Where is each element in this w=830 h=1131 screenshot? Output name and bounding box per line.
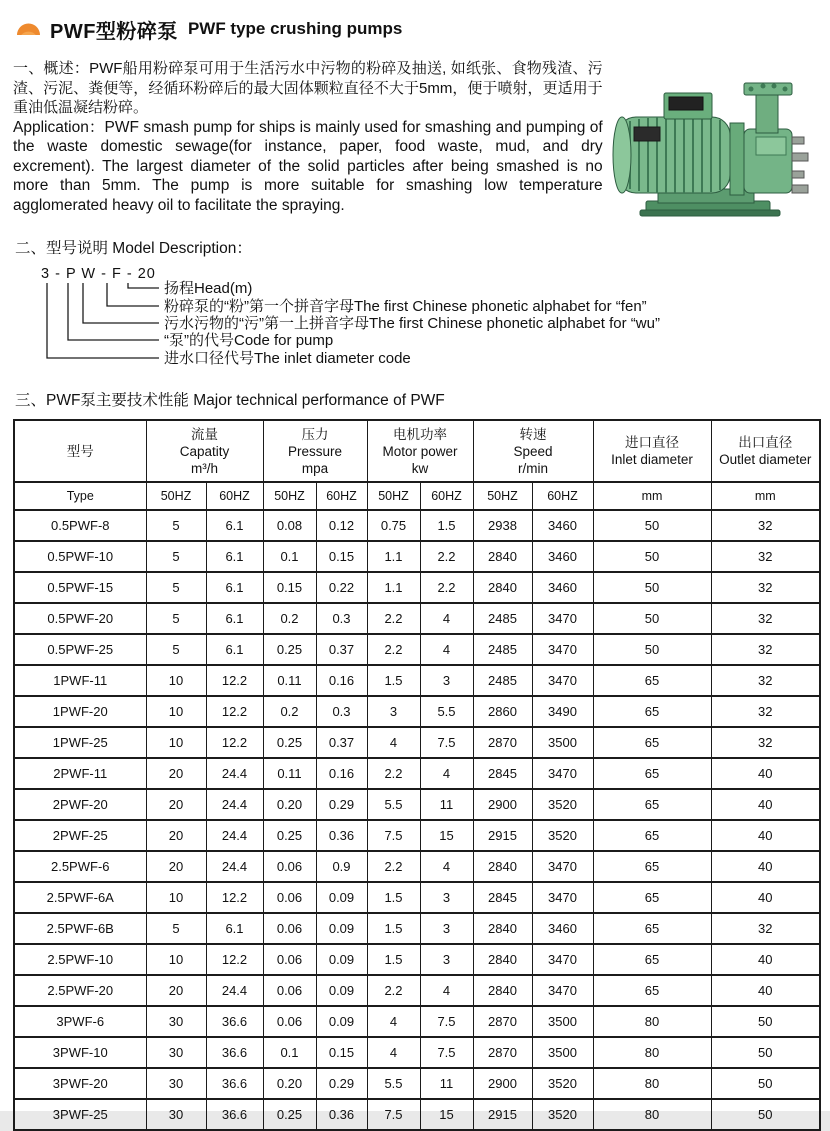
- cell-pressure-60hz: 0.09: [316, 882, 367, 913]
- cell-outlet-mm: 32: [711, 727, 820, 758]
- cell-pump-type: 2PWF-11: [14, 758, 146, 789]
- cell-motor-60hz: 3: [420, 944, 473, 975]
- cell-capacity-50hz: 10: [146, 944, 206, 975]
- cell-speed-50hz: 2840: [473, 944, 532, 975]
- table-row: [14, 851, 820, 882]
- cell-motor-60hz: 4: [420, 975, 473, 1006]
- cell-outlet-mm: 40: [711, 789, 820, 820]
- cell-speed-60hz: 3470: [532, 975, 593, 1006]
- cell-pressure-50hz: 0.06: [263, 975, 316, 1006]
- cell-inlet-mm: 65: [593, 851, 711, 882]
- cell-outlet-mm: 32: [711, 634, 820, 665]
- cell-speed-60hz: 3520: [532, 820, 593, 851]
- col-inlet-diameter: [593, 420, 711, 482]
- cell-pressure-50hz: 0.11: [263, 758, 316, 789]
- sub-press-60hz: 60HZ: [316, 482, 367, 510]
- cell-pressure-60hz: 0.12: [316, 510, 367, 541]
- cell-motor-50hz: 0.75: [367, 510, 420, 541]
- table-row: [14, 572, 820, 603]
- cell-outlet-mm: 40: [711, 944, 820, 975]
- sub-inlet-mm: mm: [593, 482, 711, 510]
- outlet-zh: 出口直径: [738, 435, 793, 450]
- sub-motor-60hz: 60HZ: [420, 482, 473, 510]
- cell-pressure-60hz: 0.37: [316, 727, 367, 758]
- cell-speed-60hz: 3470: [532, 603, 593, 634]
- model-code-diagram: [13, 262, 818, 376]
- capacity-unit: m³/h: [191, 460, 218, 476]
- cell-pressure-50hz: 0.25: [263, 820, 316, 851]
- motor-zh: 电机功率: [393, 426, 447, 442]
- table-row: [14, 975, 820, 1006]
- cell-pump-type: 2.5PWF-10: [14, 944, 146, 975]
- cell-pump-type: 1PWF-25: [14, 727, 146, 758]
- cell-motor-60hz: 7.5: [420, 727, 473, 758]
- cell-speed-50hz: 2485: [473, 603, 532, 634]
- sub-cap-50hz: 50HZ: [146, 482, 206, 510]
- cell-pump-type: 3PWF-10: [14, 1037, 146, 1068]
- cell-outlet-mm: 40: [711, 851, 820, 882]
- cell-pressure-60hz: 0.29: [316, 789, 367, 820]
- cell-motor-60hz: 15: [420, 1099, 473, 1130]
- cell-motor-50hz: 2.2: [367, 851, 420, 882]
- cell-speed-60hz: 3460: [532, 510, 593, 541]
- cell-pressure-50hz: 0.25: [263, 1099, 316, 1130]
- cell-pressure-60hz: 0.09: [316, 944, 367, 975]
- cell-capacity-50hz: 20: [146, 820, 206, 851]
- cell-speed-60hz: 3470: [532, 882, 593, 913]
- speed-en: Speed: [513, 443, 553, 459]
- cell-pump-type: 1PWF-20: [14, 696, 146, 727]
- cell-pump-type: 0.5PWF-10: [14, 541, 146, 572]
- cell-inlet-mm: 80: [593, 1068, 711, 1099]
- page-title-en: PWF type crushing pumps: [187, 19, 403, 38]
- speed-zh: 转速: [519, 426, 547, 442]
- cell-capacity-50hz: 30: [146, 1037, 206, 1068]
- cell-motor-50hz: 1.5: [367, 944, 420, 975]
- cell-pressure-60hz: 0.22: [316, 572, 367, 603]
- cell-pump-type: 3PWF-20: [14, 1068, 146, 1099]
- cell-motor-50hz: 4: [367, 1006, 420, 1037]
- cell-speed-50hz: 2870: [473, 727, 532, 758]
- col-group-pressure: [263, 420, 367, 482]
- table-row: [14, 944, 820, 975]
- table-row: [14, 541, 820, 572]
- cell-capacity-50hz: 5: [146, 541, 206, 572]
- cell-pump-type: 3PWF-25: [14, 1099, 146, 1130]
- cell-pump-type: 0.5PWF-15: [14, 572, 146, 603]
- cell-motor-60hz: 3: [420, 665, 473, 696]
- cell-speed-50hz: 2485: [473, 634, 532, 665]
- cell-inlet-mm: 65: [593, 665, 711, 696]
- cell-pressure-60hz: 0.9: [316, 851, 367, 882]
- cell-pressure-50hz: 0.2: [263, 603, 316, 634]
- cell-outlet-mm: 32: [711, 510, 820, 541]
- cell-motor-60hz: 4: [420, 758, 473, 789]
- cell-capacity-50hz: 20: [146, 851, 206, 882]
- cell-pressure-60hz: 0.09: [316, 1006, 367, 1037]
- table-row: [14, 727, 820, 758]
- col-group-speed: [473, 420, 593, 482]
- inlet-zh: 进口直径: [625, 435, 680, 450]
- cell-motor-60hz: 5.5: [420, 696, 473, 727]
- table-head: [14, 420, 820, 510]
- table-row: [14, 603, 820, 634]
- cell-capacity-60hz: 24.4: [206, 975, 263, 1006]
- cell-pump-type: 3PWF-6: [14, 1006, 146, 1037]
- pump-photo: [606, 81, 818, 224]
- cell-speed-50hz: 2485: [473, 665, 532, 696]
- cell-speed-60hz: 3500: [532, 727, 593, 758]
- cell-pump-type: 2.5PWF-6A: [14, 882, 146, 913]
- cell-pressure-50hz: 0.08: [263, 510, 316, 541]
- cell-outlet-mm: 32: [711, 541, 820, 572]
- pressure-zh: 压力: [301, 426, 329, 442]
- cell-capacity-60hz: 36.6: [206, 1068, 263, 1099]
- sub-motor-50hz: 50HZ: [367, 482, 420, 510]
- cell-motor-50hz: 3: [367, 696, 420, 727]
- cell-capacity-60hz: 24.4: [206, 758, 263, 789]
- cell-motor-60hz: 2.2: [420, 572, 473, 603]
- cell-capacity-60hz: 36.6: [206, 1099, 263, 1130]
- overview-text-column: [13, 59, 603, 224]
- cell-speed-50hz: 2915: [473, 1099, 532, 1130]
- inlet-en: Inlet diameter: [611, 452, 693, 467]
- cell-capacity-50hz: 20: [146, 789, 206, 820]
- cell-pressure-50hz: 0.1: [263, 541, 316, 572]
- cell-capacity-60hz: 36.6: [206, 1037, 263, 1068]
- cell-capacity-50hz: 5: [146, 913, 206, 944]
- cell-inlet-mm: 65: [593, 913, 711, 944]
- cell-pump-type: 0.5PWF-25: [14, 634, 146, 665]
- cell-speed-60hz: 3460: [532, 572, 593, 603]
- cell-capacity-60hz: 6.1: [206, 634, 263, 665]
- cell-motor-50hz: 1.5: [367, 882, 420, 913]
- cell-inlet-mm: 50: [593, 634, 711, 665]
- cell-outlet-mm: 32: [711, 603, 820, 634]
- cell-pressure-60hz: 0.09: [316, 913, 367, 944]
- header-row-units: [14, 482, 820, 510]
- model-label-head: 扬程Head(m): [164, 280, 253, 297]
- motor-unit: kw: [411, 460, 429, 476]
- speed-unit: r/min: [518, 460, 548, 476]
- model-label-wu: 污水污物的“污”第一上拼音字母The first Chinese phonetic alphabet for “wu”: [164, 315, 660, 332]
- cell-outlet-mm: 40: [711, 820, 820, 851]
- cell-inlet-mm: 50: [593, 510, 711, 541]
- cell-pump-type: 0.5PWF-8: [14, 510, 146, 541]
- cell-outlet-mm: 50: [711, 1037, 820, 1068]
- cell-pressure-50hz: 0.06: [263, 913, 316, 944]
- pressure-en: Pressure: [287, 443, 343, 459]
- cell-pump-type: 2PWF-20: [14, 789, 146, 820]
- cell-pressure-60hz: 0.36: [316, 820, 367, 851]
- cell-pressure-60hz: 0.16: [316, 758, 367, 789]
- cell-inlet-mm: 80: [593, 1099, 711, 1130]
- cell-capacity-60hz: 6.1: [206, 510, 263, 541]
- cell-capacity-50hz: 30: [146, 1099, 206, 1130]
- cell-pressure-60hz: 0.36: [316, 1099, 367, 1130]
- cell-inlet-mm: 65: [593, 944, 711, 975]
- cell-speed-50hz: 2840: [473, 975, 532, 1006]
- cell-speed-60hz: 3500: [532, 1037, 593, 1068]
- cell-motor-60hz: 7.5: [420, 1037, 473, 1068]
- cell-speed-50hz: 2900: [473, 1068, 532, 1099]
- cell-capacity-50hz: 30: [146, 1068, 206, 1099]
- cell-motor-60hz: 2.2: [420, 541, 473, 572]
- cell-motor-50hz: 5.5: [367, 1068, 420, 1099]
- cell-pressure-50hz: 0.2: [263, 696, 316, 727]
- cell-capacity-60hz: 6.1: [206, 913, 263, 944]
- sub-type: Type: [14, 482, 146, 510]
- cell-motor-60hz: 4: [420, 851, 473, 882]
- cell-outlet-mm: 40: [711, 758, 820, 789]
- cell-outlet-mm: 32: [711, 696, 820, 727]
- cell-inlet-mm: 80: [593, 1037, 711, 1068]
- cell-motor-60hz: 4: [420, 634, 473, 665]
- cell-motor-50hz: 2.2: [367, 758, 420, 789]
- performance-table: [13, 419, 821, 1131]
- cell-motor-50hz: 2.2: [367, 634, 420, 665]
- cell-pump-type: 2.5PWF-20: [14, 975, 146, 1006]
- cell-outlet-mm: 32: [711, 913, 820, 944]
- table-row: [14, 758, 820, 789]
- cell-capacity-50hz: 30: [146, 1006, 206, 1037]
- cell-motor-60hz: 3: [420, 882, 473, 913]
- cell-capacity-60hz: 6.1: [206, 572, 263, 603]
- cell-speed-50hz: 2840: [473, 913, 532, 944]
- cell-pressure-60hz: 0.16: [316, 665, 367, 696]
- cell-inlet-mm: 65: [593, 882, 711, 913]
- pressure-unit: mpa: [301, 460, 329, 476]
- cell-motor-50hz: 1.1: [367, 572, 420, 603]
- cell-outlet-mm: 50: [711, 1099, 820, 1130]
- cell-speed-60hz: 3500: [532, 1006, 593, 1037]
- col-group-motor-power: [367, 420, 473, 482]
- cell-speed-60hz: 3490: [532, 696, 593, 727]
- cell-pump-type: 0.5PWF-20: [14, 603, 146, 634]
- cell-pressure-50hz: 0.06: [263, 851, 316, 882]
- capacity-zh: 流量: [191, 426, 218, 442]
- sub-speed-60hz: 60HZ: [532, 482, 593, 510]
- cell-capacity-60hz: 12.2: [206, 696, 263, 727]
- cell-motor-50hz: 5.5: [367, 789, 420, 820]
- table-row: [14, 634, 820, 665]
- model-description-heading: 二、型号说明 Model Description：: [15, 240, 252, 257]
- cell-speed-50hz: 2870: [473, 1037, 532, 1068]
- cell-capacity-60hz: 6.1: [206, 541, 263, 572]
- col-group-capacity: [146, 420, 263, 482]
- cell-pressure-60hz: 0.37: [316, 634, 367, 665]
- page-title-zh: PWF型粉碎泵: [50, 20, 178, 43]
- cell-motor-60hz: 7.5: [420, 1006, 473, 1037]
- cell-pressure-50hz: 0.06: [263, 882, 316, 913]
- sub-press-50hz: 50HZ: [263, 482, 316, 510]
- table-row: [14, 820, 820, 851]
- cell-pressure-50hz: 0.1: [263, 1037, 316, 1068]
- cell-speed-60hz: 3460: [532, 541, 593, 572]
- cell-outlet-mm: 40: [711, 975, 820, 1006]
- cell-speed-50hz: 2845: [473, 758, 532, 789]
- table-row: [14, 696, 820, 727]
- table-row: [14, 882, 820, 913]
- cell-outlet-mm: 32: [711, 665, 820, 696]
- cell-motor-50hz: 4: [367, 727, 420, 758]
- cell-capacity-60hz: 24.4: [206, 851, 263, 882]
- capacity-en: Capatity: [179, 443, 230, 459]
- cell-inlet-mm: 65: [593, 820, 711, 851]
- cell-motor-50hz: 1.1: [367, 541, 420, 572]
- cell-motor-60hz: 11: [420, 789, 473, 820]
- table-row: [14, 1006, 820, 1037]
- cell-pressure-60hz: 0.29: [316, 1068, 367, 1099]
- cell-inlet-mm: 65: [593, 975, 711, 1006]
- cell-capacity-50hz: 20: [146, 758, 206, 789]
- cell-pressure-60hz: 0.3: [316, 603, 367, 634]
- cell-capacity-60hz: 6.1: [206, 603, 263, 634]
- cell-capacity-60hz: 24.4: [206, 820, 263, 851]
- cell-pressure-50hz: 0.25: [263, 634, 316, 665]
- cell-pump-type: 2.5PWF-6: [14, 851, 146, 882]
- cell-speed-50hz: 2938: [473, 510, 532, 541]
- performance-heading: 三、PWF泵主要技术性能 Major technical performance of PWF: [15, 392, 445, 409]
- sub-speed-50hz: 50HZ: [473, 482, 532, 510]
- table-row: [14, 1068, 820, 1099]
- cell-motor-50hz: 1.5: [367, 665, 420, 696]
- cell-speed-60hz: 3520: [532, 1068, 593, 1099]
- cell-speed-50hz: 2840: [473, 851, 532, 882]
- cell-pressure-60hz: 0.15: [316, 1037, 367, 1068]
- cell-motor-50hz: 1.5: [367, 913, 420, 944]
- cell-outlet-mm: 32: [711, 572, 820, 603]
- cell-motor-50hz: 2.2: [367, 975, 420, 1006]
- cell-speed-60hz: 3520: [532, 789, 593, 820]
- cell-pressure-50hz: 0.11: [263, 665, 316, 696]
- cell-speed-60hz: 3460: [532, 913, 593, 944]
- overview-paragraph-zh: 一、概述：PWF船用粉碎泵可用于生活污水中污物的粉碎及抽送, 如纸张、食物残渣、污渣、污泥、粪便等，经循环粉碎后的最大固体颗粒直径不大于5mm，便于喷射，更适用于重油低温凝结粉碎。: [13, 60, 603, 116]
- cell-motor-50hz: 2.2: [367, 603, 420, 634]
- overview-section: [13, 59, 818, 224]
- cell-capacity-50hz: 5: [146, 510, 206, 541]
- page-header: [15, 14, 818, 44]
- model-code: 3 - P W - F - 20: [41, 266, 156, 282]
- cell-capacity-60hz: 12.2: [206, 882, 263, 913]
- cell-inlet-mm: 50: [593, 541, 711, 572]
- cell-capacity-50hz: 5: [146, 572, 206, 603]
- cell-speed-60hz: 3470: [532, 851, 593, 882]
- cell-speed-50hz: 2840: [473, 572, 532, 603]
- cell-pump-type: 1PWF-11: [14, 665, 146, 696]
- cell-capacity-60hz: 12.2: [206, 944, 263, 975]
- cell-speed-50hz: 2870: [473, 1006, 532, 1037]
- cell-capacity-50hz: 20: [146, 975, 206, 1006]
- cell-pressure-50hz: 0.25: [263, 727, 316, 758]
- cell-speed-50hz: 2915: [473, 820, 532, 851]
- pump-photo-figure: [603, 59, 818, 224]
- cell-outlet-mm: 50: [711, 1006, 820, 1037]
- cell-motor-50hz: 4: [367, 1037, 420, 1068]
- cell-motor-60hz: 4: [420, 603, 473, 634]
- cell-pressure-50hz: 0.20: [263, 1068, 316, 1099]
- orange-arc-icon: [15, 20, 42, 38]
- model-label-pump: “泵”的代号Code for pump: [164, 332, 334, 349]
- cell-capacity-50hz: 5: [146, 603, 206, 634]
- table-row: [14, 913, 820, 944]
- cell-capacity-50hz: 10: [146, 882, 206, 913]
- cell-capacity-60hz: 12.2: [206, 665, 263, 696]
- cell-inlet-mm: 65: [593, 758, 711, 789]
- table-row: [14, 1037, 820, 1068]
- cell-motor-50hz: 7.5: [367, 820, 420, 851]
- cell-pressure-60hz: 0.09: [316, 975, 367, 1006]
- model-label-fen: 粉碎泵的“粉”第一个拼音字母The first Chinese phonetic alphabet for “fen”: [164, 298, 647, 315]
- cell-inlet-mm: 50: [593, 572, 711, 603]
- cell-capacity-50hz: 10: [146, 696, 206, 727]
- cell-pressure-50hz: 0.20: [263, 789, 316, 820]
- overview-paragraph-en: Application：PWF smash pump for ships is mainly used for smashing and pumping of the waste domestic sewage(for instance, paper, food waste, mud, and dry excrement). The largest diameter of the solid particles after being smashed is no more than 5mm. The pump is more suitable for smashing low temperature agglomerated heavy oil to facilitate the spraying.: [13, 118, 603, 214]
- cell-inlet-mm: 65: [593, 727, 711, 758]
- cell-inlet-mm: 50: [593, 603, 711, 634]
- cell-pressure-60hz: 0.15: [316, 541, 367, 572]
- cell-capacity-50hz: 10: [146, 665, 206, 696]
- cell-motor-50hz: 7.5: [367, 1099, 420, 1130]
- cell-capacity-60hz: 12.2: [206, 727, 263, 758]
- cell-speed-50hz: 2840: [473, 541, 532, 572]
- table-body: [14, 510, 820, 1130]
- cell-inlet-mm: 65: [593, 789, 711, 820]
- model-label-inlet: 进水口径代号The inlet diameter code: [164, 350, 411, 367]
- cell-speed-60hz: 3470: [532, 665, 593, 696]
- sub-outlet-mm: mm: [711, 482, 820, 510]
- cell-inlet-mm: 65: [593, 696, 711, 727]
- cell-speed-50hz: 2845: [473, 882, 532, 913]
- cell-pressure-50hz: 0.15: [263, 572, 316, 603]
- cell-speed-50hz: 2860: [473, 696, 532, 727]
- motor-en: Motor power: [382, 443, 458, 459]
- col-type-header: 型号: [14, 420, 146, 482]
- cell-outlet-mm: 40: [711, 882, 820, 913]
- cell-speed-60hz: 3470: [532, 634, 593, 665]
- cell-motor-60hz: 15: [420, 820, 473, 851]
- col-outlet-diameter: [711, 420, 820, 482]
- cell-pump-type: 2PWF-25: [14, 820, 146, 851]
- table-row: [14, 1099, 820, 1130]
- outlet-en: Outlet diameter: [719, 452, 812, 467]
- cell-speed-50hz: 2900: [473, 789, 532, 820]
- cell-pump-type: 2.5PWF-6B: [14, 913, 146, 944]
- table-row: [14, 789, 820, 820]
- cell-pressure-60hz: 0.3: [316, 696, 367, 727]
- cell-pressure-50hz: 0.06: [263, 944, 316, 975]
- cell-capacity-50hz: 5: [146, 634, 206, 665]
- cell-motor-60hz: 3: [420, 913, 473, 944]
- cell-speed-60hz: 3470: [532, 944, 593, 975]
- cell-speed-60hz: 3470: [532, 758, 593, 789]
- header-row-groups: [14, 420, 820, 482]
- cell-pressure-50hz: 0.06: [263, 1006, 316, 1037]
- cell-outlet-mm: 50: [711, 1068, 820, 1099]
- cell-capacity-60hz: 36.6: [206, 1006, 263, 1037]
- cell-motor-60hz: 1.5: [420, 510, 473, 541]
- table-row: [14, 510, 820, 541]
- sub-cap-60hz: 60HZ: [206, 482, 263, 510]
- cell-inlet-mm: 80: [593, 1006, 711, 1037]
- cell-capacity-60hz: 24.4: [206, 789, 263, 820]
- cell-capacity-50hz: 10: [146, 727, 206, 758]
- cell-speed-60hz: 3520: [532, 1099, 593, 1130]
- table-row: [14, 665, 820, 696]
- cell-motor-60hz: 11: [420, 1068, 473, 1099]
